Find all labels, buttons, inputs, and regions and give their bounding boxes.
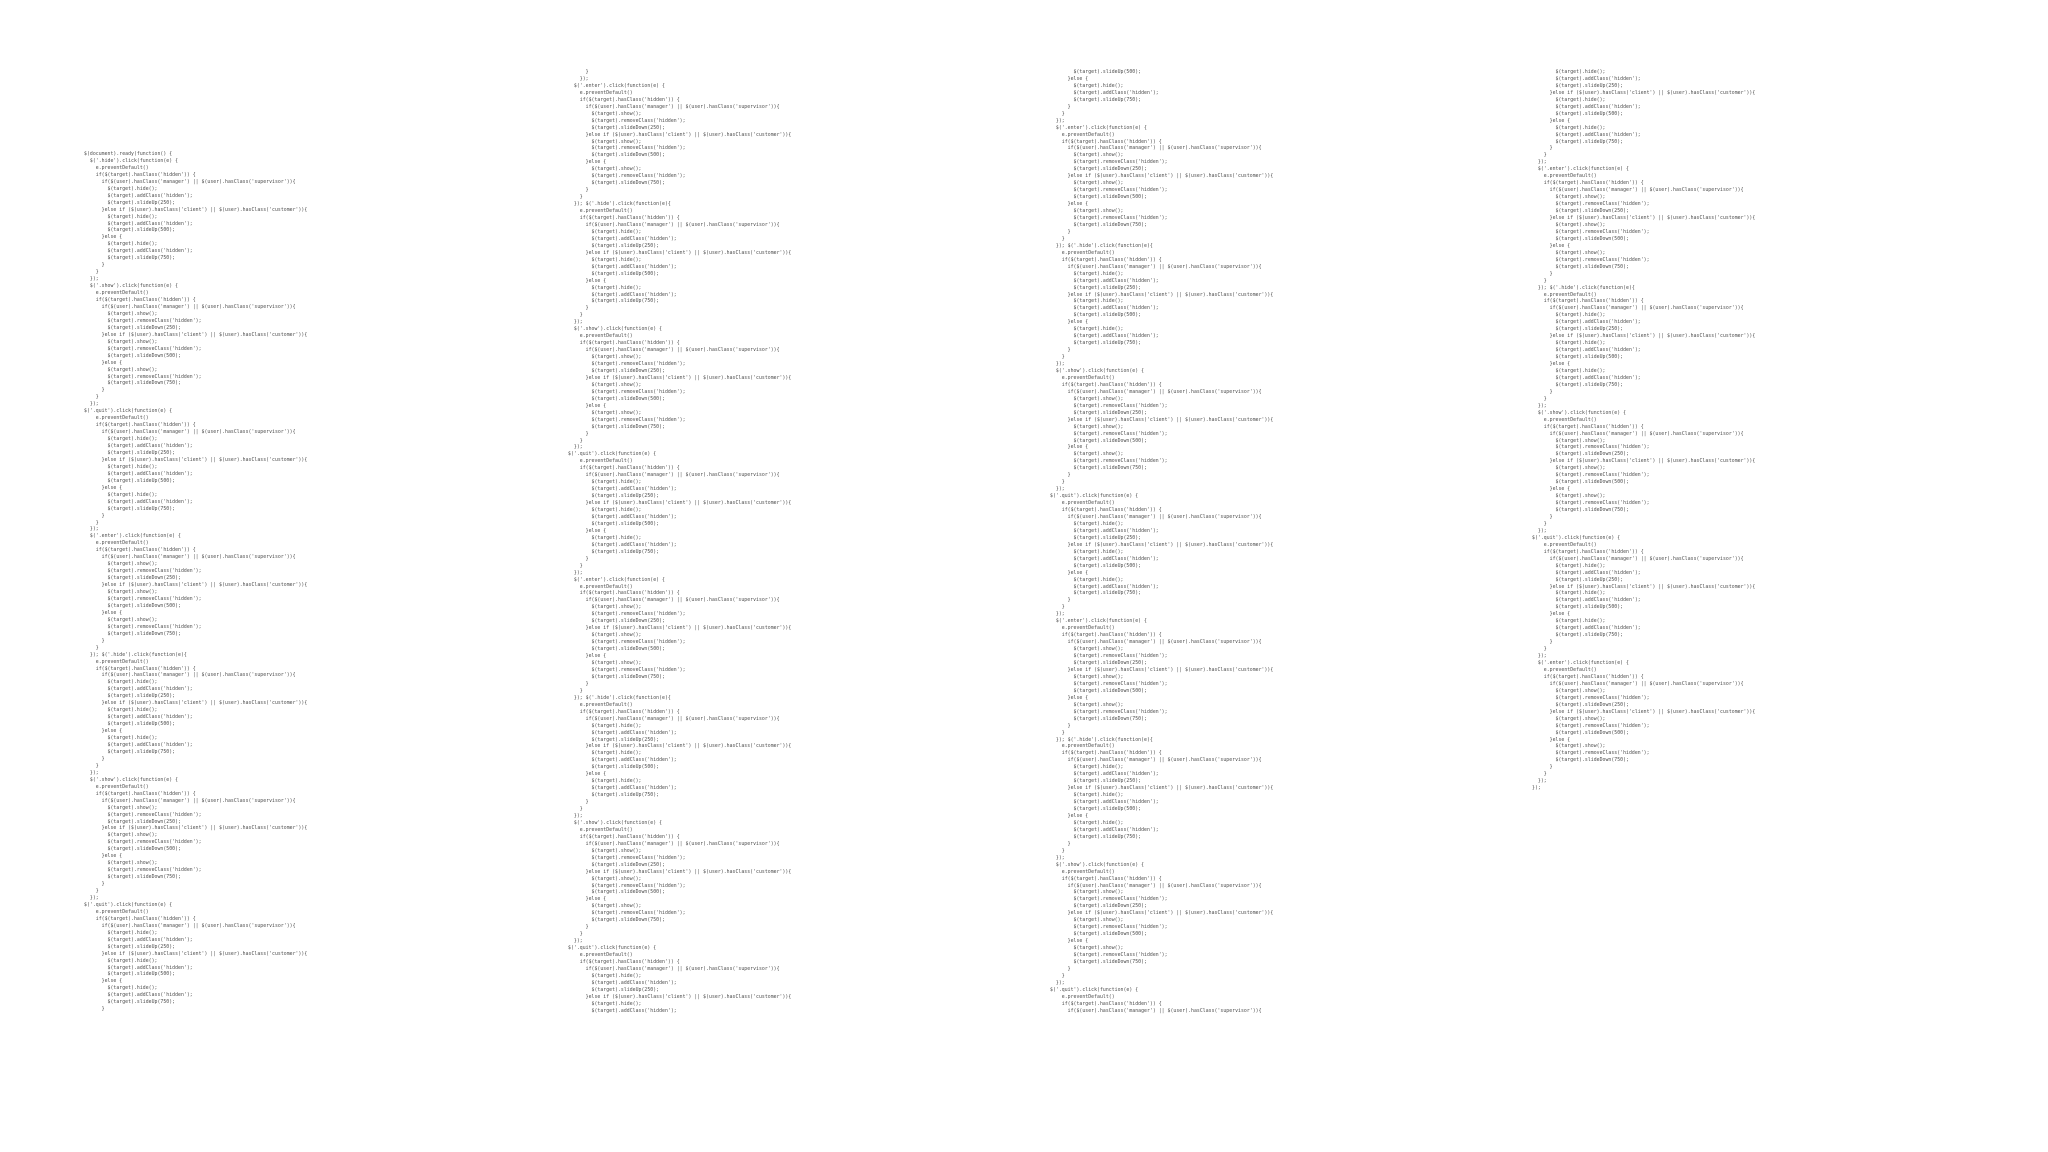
code-column-3: $(target).slideUp(500); }else { $(target).hide(); $(target).addClass('hidden'); $(target).slideUp(750); } } }); $('.enter').click(function(e) { e.preventDefault() if($(target).hasClass('hidden')) { if($(user).hasClass('manager') || $(user).hasClass('supervisor')){ $(target).show(); $(target).removeClass('hidden'); $(target).slideDown(250); }else if ($(user).hasClass('client') || $(user).hasClass('customer')){ $(target).show(); $(target).removeClass('hidden'); $(target).slideDown(500); }else { $(target).show(); $(target).removeClass('hidden'); $(target).slideDown(750); } } }); $('.hide').click(function(e){ e.preventDefault() if($(target).hasClass('hidden')) { if($(user).hasClass('manager') || $(user).hasClass('supervisor')){ $(target).hide(); $(target).addClass('hidden'); $(target).slideUp(250); }else if ($(user).hasClass('client') || $(user).hasClass('customer')){ $(target).hide(); $(target).addClass('hidden'); $(target).slideUp(500); }else { $(target).hide(); $(target).addClass('hidden'); $(target).slideUp(750); } } }); $('.show').click(function(e) { e.preventDefault() if($(target).hasClass('hidden')) { if($(user).hasClass('manager') || $(user).hasClass('supervisor')){ $(target).show(); $(target).removeClass('hidden'); $(target).slideDown(250); }else if ($(user).hasClass('client') || $(user).hasClass('customer')){ $(target).show(); $(target).removeClass('hidden'); $(target).slideDown(500); }else { $(target).show(); $(target).removeClass('hidden'); $(target).slideDown(750); } } }); $('.quit').click(function(e) { e.preventDefault() if($(target).hasClass('hidden')) { if($(user).hasClass('manager') || $(user).hasClass('supervisor')){ $(target).hide(); $(target).addClass('hidden'); $(target).slideUp(250); }else if ($(user).hasClass('client') || $(user).hasClass('customer')){ $(target).hide(); $(target).addClass('hidden'); $(target).slideUp(500); }else { $(target).hide(); $(target).addClass('hidden'); $(target).slideUp(750); } } }); $('.enter').click(function(e) { e.preventDefault() if($(target).hasClass('hidden')) { if($(user).hasClass('manager') || $(user).hasClass('supervisor')){ $(target).show(); $(target).removeClass('hidden'); $(target).slideDown(250); }else if ($(user).hasClass('client') || $(user).hasClass('customer')){ $(target).show(); $(target).removeClass('hidden'); $(target).slideDown(500); }else { $(target).show(); $(target).removeClass('hidden'); $(target).slideDown(750); } } }); $('.hide').click(function(e){ e.preventDefault() if($(target).hasClass('hidden')) { if($(user).hasClass('manager') || $(user).hasClass('supervisor')){ $(target).hide(); $(target).addClass('hidden'); $(target).slideUp(250); }else if ($(user).hasClass('client') || $(user).hasClass('customer')){ $(target).hide(); $(target).addClass('hidden'); $(target).slideUp(500); }else { $(target).hide(); $(target).addClass('hidden'); $(target).slideUp(750); } } }); $('.show').click(function(e) { e.preventDefault() if($(target).hasClass('hidden')) { if($(user).hasClass('manager') || $(user).hasClass('supervisor')){ $(target).show(); $(target).removeClass('hidden'); $(target).slideDown(250); }else if ($(user).hasClass('client') || $(user).hasClass('customer')){ $(target).show(); $(target).removeClass('hidden'); $(target).slideDown(500); }else { $(target).show(); $(target).removeClass('hidden'); $(target).slideDown(750); } } }); $('.quit').click(function(e) { e.preventDefault() if($(target).hasClass('hidden')) { if($(user).hasClass('manager') || $(user).hasClass('supervisor')){ (1050, 70, 1274, 1014)
code-column-2: } }); $('.enter').click(function(e) { e.preventDefault() if($(target).hasClass('hidden')) { if($(user).hasClass('manager') || $(user).hasClass('supervisor')){ $(target).show(); $(target).removeClass('hidden'); $(target).slideDown(250); }else if ($(user).hasClass('client') || $(user).hasClass('customer')){ $(target).show(); $(target).removeClass('hidden'); $(target).slideDown(500); }else { $(target).show(); $(target).removeClass('hidden'); $(target).slideDown(750); } } }); $('.hide').click(function(e){ e.preventDefault() if($(target).hasClass('hidden')) { if($(user).hasClass('manager') || $(user).hasClass('supervisor')){ $(target).hide(); $(target).addClass('hidden'); $(target).slideUp(250); }else if ($(user).hasClass('client') || $(user).hasClass('customer')){ $(target).hide(); $(target).addClass('hidden'); $(target).slideUp(500); }else { $(target).hide(); $(target).addClass('hidden'); $(target).slideUp(750); } } }); $('.show').click(function(e) { e.preventDefault() if($(target).hasClass('hidden')) { if($(user).hasClass('manager') || $(user).hasClass('supervisor')){ $(target).show(); $(target).removeClass('hidden'); $(target).slideDown(250); }else if ($(user).hasClass('client') || $(user).hasClass('customer')){ $(target).show(); $(target).removeClass('hidden'); $(target).slideDown(500); }else { $(target).show(); $(target).removeClass('hidden'); $(target).slideDown(750); } } }); $('.quit').click(function(e) { e.preventDefault() if($(target).hasClass('hidden')) { if($(user).hasClass('manager') || $(user).hasClass('supervisor')){ $(target).hide(); $(target).addClass('hidden'); $(target).slideUp(250); }else if ($(user).hasClass('client') || $(user).hasClass('customer')){ $(target).hide(); $(target).addClass('hidden'); $(target).slideUp(500); }else { $(target).hide(); $(target).addClass('hidden'); $(target).slideUp(750); } } }); $('.enter').click(function(e) { e.preventDefault() if($(target).hasClass('hidden')) { if($(user).hasClass('manager') || $(user).hasClass('supervisor')){ $(target).show(); $(target).removeClass('hidden'); $(target).slideDown(250); }else if ($(user).hasClass('client') || $(user).hasClass('customer')){ $(target).show(); $(target).removeClass('hidden'); $(target).slideDown(500); }else { $(target).show(); $(target).removeClass('hidden'); $(target).slideDown(750); } } }); $('.hide').click(function(e){ e.preventDefault() if($(target).hasClass('hidden')) { if($(user).hasClass('manager') || $(user).hasClass('supervisor')){ $(target).hide(); $(target).addClass('hidden'); $(target).slideUp(250); }else if ($(user).hasClass('client') || $(user).hasClass('customer')){ $(target).hide(); $(target).addClass('hidden'); $(target).slideUp(500); }else { $(target).hide(); $(target).addClass('hidden'); $(target).slideUp(750); } } }); $('.show').click(function(e) { e.preventDefault() if($(target).hasClass('hidden')) { if($(user).hasClass('manager') || $(user).hasClass('supervisor')){ $(target).show(); $(target).removeClass('hidden'); $(target).slideDown(250); }else if ($(user).hasClass('client') || $(user).hasClass('customer')){ $(target).show(); $(target).removeClass('hidden'); $(target).slideDown(500); }else { $(target).show(); $(target).removeClass('hidden'); $(target).slideDown(750); } } }); $('.quit').click(function(e) { e.preventDefault() if($(target).hasClass('hidden')) { if($(user).hasClass('manager') || $(user).hasClass('supervisor')){ $(target).hide(); $(target).addClass('hidden'); $(target).slideUp(250); }else if ($(user).hasClass('client') || $(user).hasClass('customer')){ $(target).hide(); $(target).addClass('hidden'); (568, 70, 792, 1014)
code-column-1: $(document).ready(function() { $('.hide').click(function(e) { e.preventDefault() if($(target).hasClass('hidden')) { if($(user).hasClass('manager') || $(user).hasClass('supervisor')){ $(target).hide(); $(target).addClass('hidden'); $(target).slideUp(250); }else if ($(user).hasClass('client') || $(user).hasClass('customer')){ $(target).hide(); $(target).addClass('hidden'); $(target).slideUp(500); }else { $(target).hide(); $(target).addClass('hidden'); $(target).slideUp(750); } } }); $('.show').click(function(e) { e.preventDefault() if($(target).hasClass('hidden')) { if($(user).hasClass('manager') || $(user).hasClass('supervisor')){ $(target).show(); $(target).removeClass('hidden'); $(target).slideDown(250); }else if ($(user).hasClass('client') || $(user).hasClass('customer')){ $(target).show(); $(target).removeClass('hidden'); $(target).slideDown(500); }else { $(target).show(); $(target).removeClass('hidden'); $(target).slideDown(750); } } }); $('.quit').click(function(e) { e.preventDefault() if($(target).hasClass('hidden')) { if($(user).hasClass('manager') || $(user).hasClass('supervisor')){ $(target).hide(); $(target).addClass('hidden'); $(target).slideUp(250); }else if ($(user).hasClass('client') || $(user).hasClass('customer')){ $(target).hide(); $(target).addClass('hidden'); $(target).slideUp(500); }else { $(target).hide(); $(target).addClass('hidden'); $(target).slideUp(750); } } }); $('.enter').click(function(e) { e.preventDefault() if($(target).hasClass('hidden')) { if($(user).hasClass('manager') || $(user).hasClass('supervisor')){ $(target).show(); $(target).removeClass('hidden'); $(target).slideDown(250); }else if ($(user).hasClass('client') || $(user).hasClass('customer')){ $(target).show(); $(target).removeClass('hidden'); $(target).slideDown(500); }else { $(target).show(); $(target).removeClass('hidden'); $(target).slideDown(750); } } }); $('.hide').click(function(e){ e.preventDefault() if($(target).hasClass('hidden')) { if($(user).hasClass('manager') || $(user).hasClass('supervisor')){ $(target).hide(); $(target).addClass('hidden'); $(target).slideUp(250); }else if ($(user).hasClass('client') || $(user).hasClass('customer')){ $(target).hide(); $(target).addClass('hidden'); $(target).slideUp(500); }else { $(target).hide(); $(target).addClass('hidden'); $(target).slideUp(750); } } }); $('.show').click(function(e) { e.preventDefault() if($(target).hasClass('hidden')) { if($(user).hasClass('manager') || $(user).hasClass('supervisor')){ $(target).show(); $(target).removeClass('hidden'); $(target).slideDown(250); }else if ($(user).hasClass('client') || $(user).hasClass('customer')){ $(target).show(); $(target).removeClass('hidden'); $(target).slideDown(500); }else { $(target).show(); $(target).removeClass('hidden'); $(target).slideDown(750); } } }); $('.quit').click(function(e) { e.preventDefault() if($(target).hasClass('hidden')) { if($(user).hasClass('manager') || $(user).hasClass('supervisor')){ $(target).hide(); $(target).addClass('hidden'); $(target).slideUp(250); }else if ($(user).hasClass('client') || $(user).hasClass('customer')){ $(target).hide(); $(target).addClass('hidden'); $(target).slideUp(500); }else { $(target).hide(); $(target).addClass('hidden'); $(target).slideUp(750); } (84, 152, 308, 1013)
code-column-4: $(target).hide(); $(target).addClass('hidden'); $(target).slideUp(250); }else if ($(user).hasClass('client') || $(user).hasClass('customer')){ $(target).hide(); $(target).addClass('hidden'); $(target).slideUp(500); }else { $(target).hide(); $(target).addClass('hidden'); $(target).slideUp(750); } } }); $('.enter').click(function(e) { e.preventDefault() if($(target).hasClass('hidden')) { if($(user).hasClass('manager') || $(user).hasClass('supervisor')){ $(target).show(); $(target).removeClass('hidden'); $(target).slideDown(250); }else if ($(user).hasClass('client') || $(user).hasClass('customer')){ $(target).show(); $(target).removeClass('hidden'); $(target).slideDown(500); }else { $(target).show(); $(target).removeClass('hidden'); $(target).slideDown(750); } } }); $('.hide').click(function(e){ e.preventDefault() if($(target).hasClass('hidden')) { if($(user).hasClass('manager') || $(user).hasClass('supervisor')){ $(target).hide(); $(target).addClass('hidden'); $(target).slideUp(250); }else if ($(user).hasClass('client') || $(user).hasClass('customer')){ $(target).hide(); $(target).addClass('hidden'); $(target).slideUp(500); }else { $(target).hide(); $(target).addClass('hidden'); $(target).slideUp(750); } } }); $('.show').click(function(e) { e.preventDefault() if($(target).hasClass('hidden')) { if($(user).hasClass('manager') || $(user).hasClass('supervisor')){ $(target).show(); $(target).removeClass('hidden'); $(target).slideDown(250); }else if ($(user).hasClass('client') || $(user).hasClass('customer')){ $(target).show(); $(target).removeClass('hidden'); $(target).slideDown(500); }else { $(target).show(); $(target).removeClass('hidden'); $(target).slideDown(750); } } }); $('.quit').click(function(e) { e.preventDefault() if($(target).hasClass('hidden')) { if($(user).hasClass('manager') || $(user).hasClass('supervisor')){ $(target).hide(); $(target).addClass('hidden'); $(target).slideUp(250); }else if ($(user).hasClass('client') || $(user).hasClass('customer')){ $(target).hide(); $(target).addClass('hidden'); $(target).slideUp(500); }else { $(target).hide(); $(target).addClass('hidden'); $(target).slideUp(750); } } }); $('.enter').click(function(e) { e.preventDefault() if($(target).hasClass('hidden')) { if($(user).hasClass('manager') || $(user).hasClass('supervisor')){ $(target).show(); $(target).removeClass('hidden'); $(target).slideDown(250); }else if ($(user).hasClass('client') || $(user).hasClass('customer')){ $(target).show(); $(target).removeClass('hidden'); $(target).slideDown(500); }else { $(target).show(); $(target).removeClass('hidden'); $(target).slideDown(750); } } }); }); (1532, 70, 1756, 792)
